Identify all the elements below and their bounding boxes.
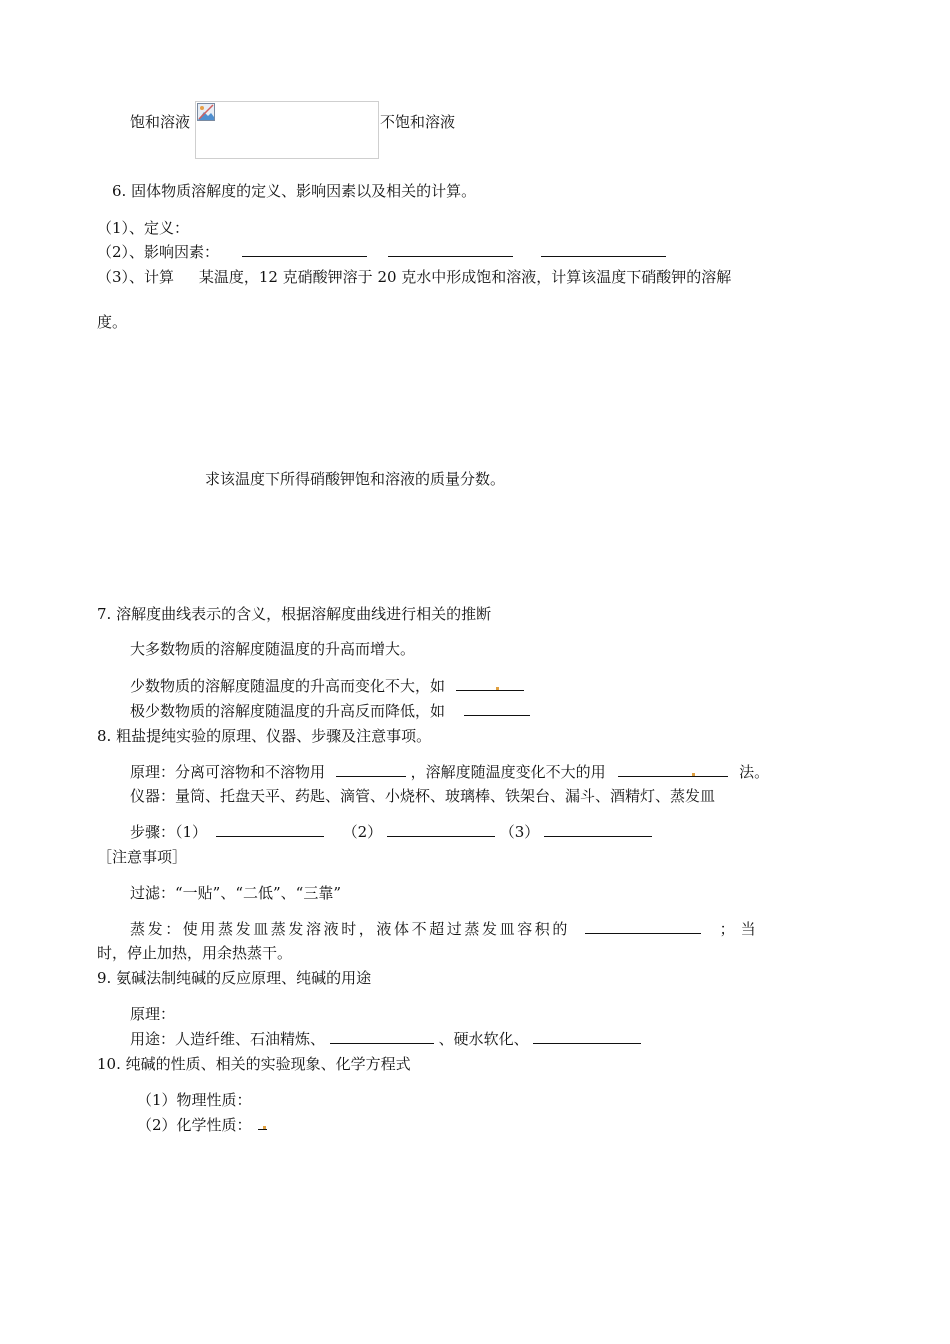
q6-calc-continued: 度。 xyxy=(97,313,128,331)
q9-uses-text-a: 用途：人造纤维、石油精炼、 xyxy=(130,1030,326,1048)
q8-evap-text-a: 蒸发：使用蒸发皿蒸发溶液时，液体不超过蒸发皿容积的 xyxy=(130,920,571,938)
q9-uses-blank-1[interactable] xyxy=(330,1029,434,1044)
q8-step-blank-3[interactable] xyxy=(544,822,652,837)
q6-calc-line xyxy=(97,267,731,287)
q6-factor-blank-3[interactable] xyxy=(541,242,666,257)
q8-step-blank-2[interactable] xyxy=(387,822,495,837)
q6-factor-blank-2[interactable] xyxy=(388,242,513,257)
q8-evap-text-b: ；当 xyxy=(719,920,762,938)
q7-line-3 xyxy=(130,701,530,721)
q7-line-2 xyxy=(130,676,524,696)
q9-uses xyxy=(130,1029,641,1049)
q9-title: 9. 氨碱法制纯碱的反应原理、纯碱的用途 xyxy=(97,969,372,987)
q6-factors xyxy=(97,242,666,262)
q10-title: 10. 纯碱的性质、相关的实验现象、化学方程式 xyxy=(97,1055,411,1073)
q7-line-3-text: 极少数物质的溶解度随温度的升高反而降低，如 xyxy=(130,702,446,720)
mark-dot xyxy=(692,773,695,776)
mark-dot xyxy=(496,687,499,690)
q9-uses-blank-2[interactable] xyxy=(533,1029,641,1044)
q8-step-2-label: （2） xyxy=(342,823,383,841)
q10-physical: （1）物理性质： xyxy=(137,1091,252,1109)
q8-principle-blank-2[interactable] xyxy=(618,762,728,777)
q6-definition: （1）、定义： xyxy=(97,219,190,237)
q10-chemical-blank[interactable] xyxy=(258,1115,267,1130)
q8-step-3-label: （3） xyxy=(499,823,540,841)
q8-instruments: 仪器：量筒、托盘天平、药匙、滴管、小烧杯、玻璃棒、铁架台、漏斗、酒精灯、蒸发皿 xyxy=(130,787,716,805)
q8-filter: 过滤：“一贴”、“二低”、“三靠” xyxy=(130,884,342,902)
q8-principle-text-b: ，溶解度随温度变化不大的用 xyxy=(410,763,606,781)
q10-chemical-label: （2）化学性质： xyxy=(137,1116,252,1134)
q6-mass-fraction: 求该温度下所得硝酸钾饱和溶液的质量分数。 xyxy=(205,470,506,488)
q8-evap-blank[interactable] xyxy=(585,919,701,934)
q10-chemical xyxy=(137,1115,267,1135)
broken-image-icon xyxy=(197,103,215,121)
q8-evap-continued: 时，停止加热，用余热蒸干。 xyxy=(97,944,293,962)
q8-steps-label: 步骤：（1） xyxy=(130,823,208,841)
q8-notes-heading: ［注意事项］ xyxy=(97,848,188,866)
q7-blank-2[interactable] xyxy=(464,701,530,716)
q8-principle-blank-1[interactable] xyxy=(336,762,406,777)
q6-calc-label: （3）、计算 xyxy=(97,268,175,286)
q6-title: 6. 固体物质溶解度的定义、影响因素以及相关的计算。 xyxy=(112,182,477,200)
unsaturated-solution-label: 不饱和溶液 xyxy=(380,113,456,131)
q7-blank-1[interactable] xyxy=(456,676,524,691)
q8-principle-text-a: 原理：分离可溶物和不溶物用 xyxy=(130,763,326,781)
q9-principle: 原理： xyxy=(130,1005,176,1023)
q8-title: 8. 粗盐提纯实验的原理、仪器、步骤及注意事项。 xyxy=(97,727,432,745)
q6-calc-text: 某温度，12 克硝酸钾溶于 20 克水中形成饱和溶液，计算该温度下硝酸钾的溶解 xyxy=(198,268,732,286)
q8-steps xyxy=(130,822,652,842)
q8-step-blank-1[interactable] xyxy=(216,822,324,837)
q7-line-2-text: 少数物质的溶解度随温度的升高而变化不大，如 xyxy=(130,677,446,695)
q7-title: 7. 溶解度曲线表示的含义，根据溶解度曲线进行相关的推断 xyxy=(97,605,492,623)
saturated-solution-label: 饱和溶液 xyxy=(130,113,191,131)
q8-principle xyxy=(130,762,769,782)
q6-factor-blank-1[interactable] xyxy=(242,242,367,257)
q7-line-1: 大多数物质的溶解度随温度的升高而增大。 xyxy=(130,640,416,658)
diagram-image-placeholder xyxy=(195,101,379,159)
q8-principle-text-c: 法。 xyxy=(739,763,770,781)
q8-evaporation xyxy=(130,919,762,939)
q9-uses-text-b: 、硬水软化、 xyxy=(438,1030,529,1048)
mark-dot xyxy=(263,1126,266,1129)
q6-factors-label: （2）、影响因素： xyxy=(97,243,220,261)
